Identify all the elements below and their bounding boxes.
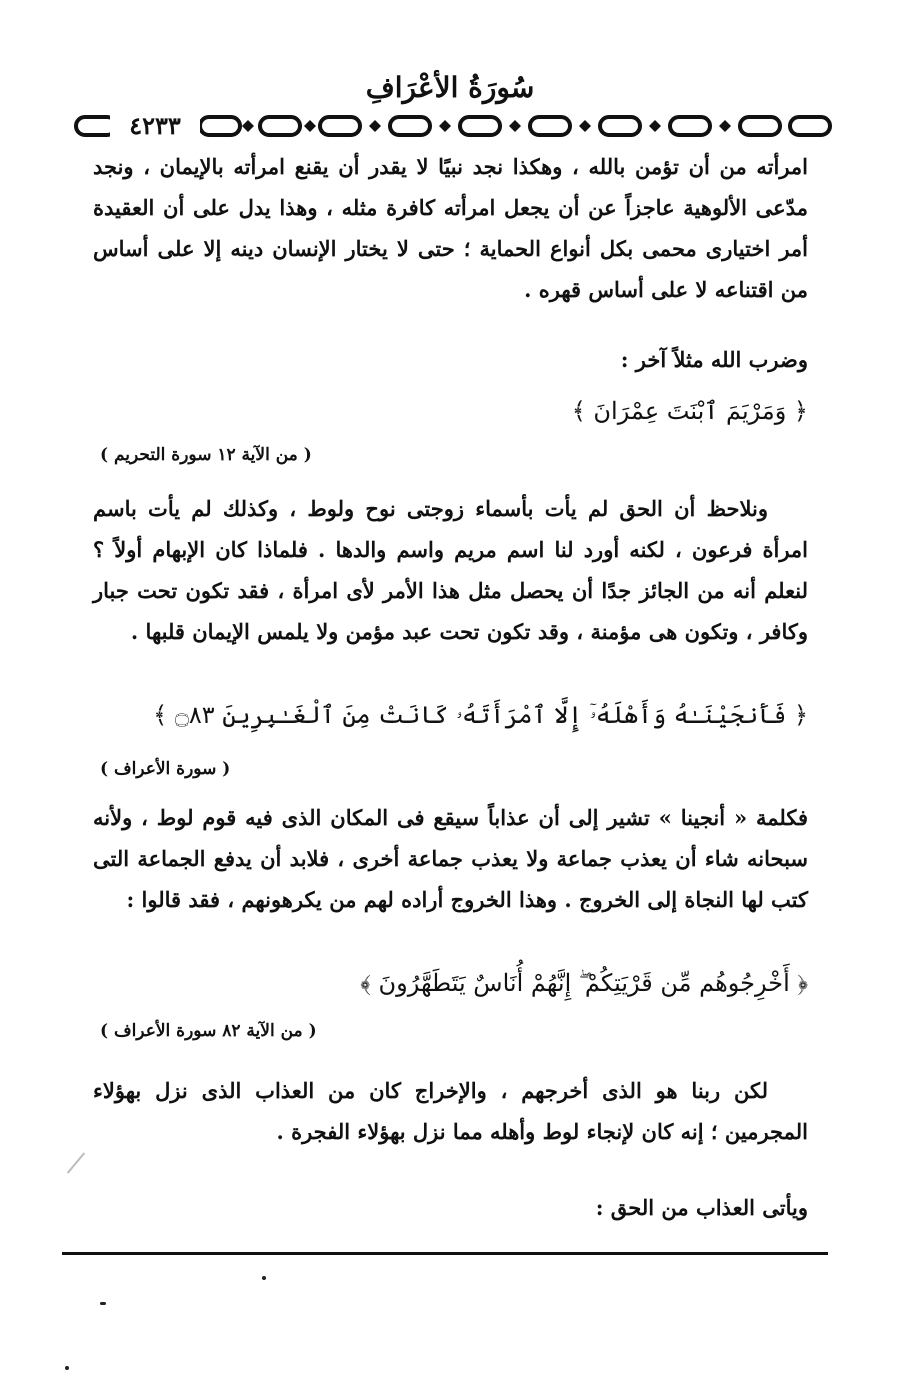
surah-title: سُورَةُ الأعْرَافِ	[365, 71, 535, 104]
quran-verse-2: ﴿ فَأَنجَيْنَـٰهُ وَأَهْلَهُۥٓ إِلَّا ٱمْرَأَتَهُۥ كَانَتْ مِنَ ٱلْغَـٰبِرِينَ ۝٨٣ ﴾	[153, 701, 808, 729]
paragraph-3: فكلمة « أنجينا » تشير إلى أن عذاباً سيقع فى المكان الذى فيه قوم لوط ، ولأنه سبحانه شاء أن يعذب جماعة ولا يعذب جماعة أخرى ، فلابد أن يدفع الجماعة التى كتب لها النجاة إلى الخروج . وهذا الخروج أراده لهم من يكرهونهم ، فقد قالوا :	[93, 805, 808, 912]
paragraph-4: لكن ربنا هو الذى أخرجهم ، والإخراج كان من العذاب الذى نزل بهؤلاء المجرمين ؛ إنه كان لإنجاء لوط وأهله مما نزل بهؤلاء الفجرة .	[93, 1078, 808, 1144]
paragraph-2: ونلاحظ أن الحق لم يأت بأسماء زوجتى نوح ولوط ، وكذلك لم يأت باسم امرأة فرعون ، لكنه أورد لنا اسم مريم واسم والدها . فلماذا كان الإبهام أولاً ؟ لنعلم أنه من الجائز جدًا أن يحصل مثل هذا الأمر لأى امرأة ، فقد تكون تحت جبار وكافر ، وتكون هى مؤمنة ، وقد تكون تحت عبد مؤمن ولا يلمس الإيمان قلبها .	[93, 496, 808, 644]
verse-source-1: ( من الآية ١٢ سورة التحريم )	[100, 445, 312, 465]
intro-line-1: وضرب الله مثلاً آخر :	[620, 347, 808, 372]
print-speck	[262, 1276, 266, 1280]
quran-verse-3: ﴿ أَخْرِجُوهُم مِّن قَرْيَتِكُمْ ۖ إِنَّهُمْ أُنَاسٌ يَتَطَهَّرُونَ ﴾	[360, 969, 808, 997]
verse-source-2: ( سورة الأعراف )	[100, 759, 231, 779]
verse-source-3: ( من الآية ٨٢ سورة الأعراف )	[100, 1021, 317, 1041]
closing-line: ويأتى العذاب من الحق :	[595, 1195, 808, 1220]
footer-rule	[62, 1252, 828, 1255]
page-number: ٤٢٣٣	[110, 108, 200, 144]
print-speck	[100, 1302, 106, 1305]
paper-scratch	[67, 1152, 85, 1173]
print-speck	[65, 1366, 69, 1370]
quran-verse-1: ﴿ وَمَرْيَمَ ٱبْنَتَ عِمْرَانَ ﴾	[571, 397, 808, 425]
paragraph-1: امرأته من أن تؤمن بالله ، وهكذا نجد نبيًا لا يقدر أن يقنع امرأته بالإيمان ، ونجد مدّعى الألوهية عاجزاً عن أن يجعل امرأته كافرة مثله ، وهذا يدل على أن العقيدة أمر اختيارى محمى بكل أنواع الحماية ؛ حتى لا يختار الإنسان دينه إلا على أساس من اقتناعه لا على أساس قهره .	[93, 154, 808, 302]
